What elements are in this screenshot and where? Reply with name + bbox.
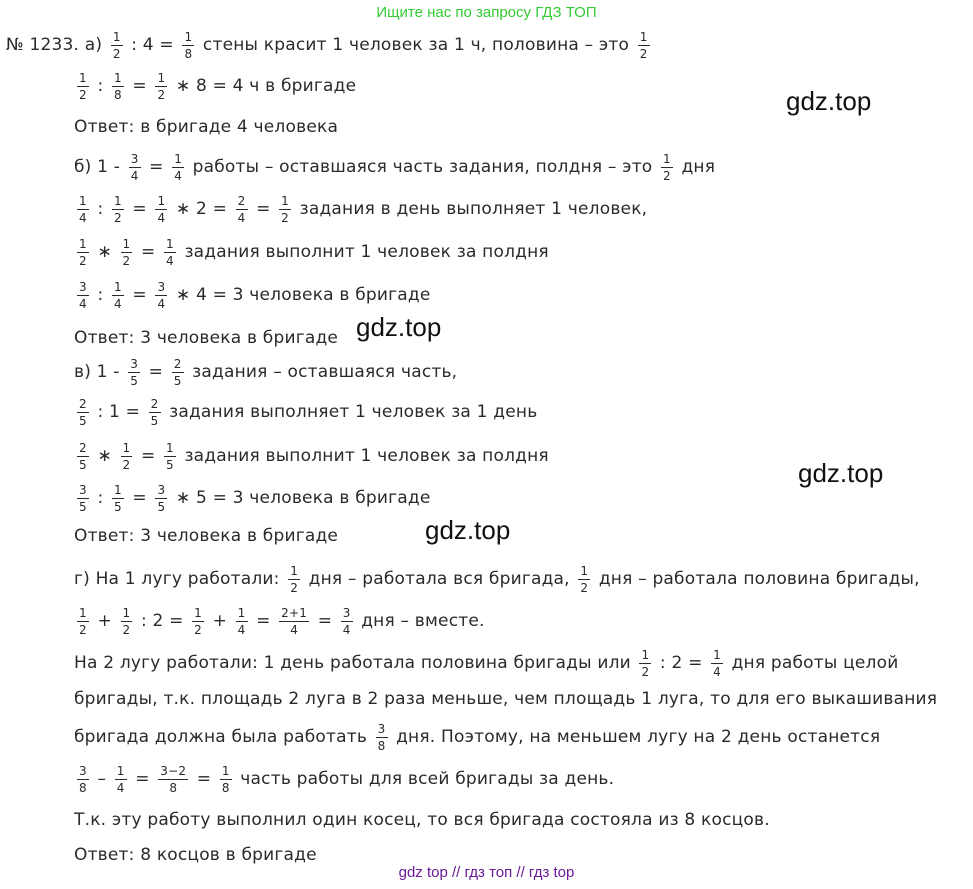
fraction-denominator: 2 bbox=[79, 622, 87, 637]
fraction-denominator: 4 bbox=[290, 622, 299, 637]
text-run: ∗ bbox=[91, 446, 118, 466]
fraction-denominator: 8 bbox=[113, 87, 122, 102]
fraction-denominator: 4 bbox=[157, 296, 166, 311]
fraction bbox=[129, 153, 141, 182]
text-run: стены красит 1 человек за 1 ч, половина – это bbox=[197, 35, 635, 55]
text-run: ∗ 5 = 3 человека в бригаде bbox=[170, 488, 431, 508]
fraction-numerator: 1 bbox=[116, 763, 125, 778]
fraction-numerator: 1 bbox=[184, 29, 193, 44]
fraction-denominator: 5 bbox=[130, 373, 139, 388]
fraction-numerator: 2 bbox=[173, 356, 182, 371]
text-run: № 1233. а) bbox=[6, 35, 108, 55]
text-run: : 2 = bbox=[135, 611, 190, 631]
text-line bbox=[74, 717, 880, 757]
text-line bbox=[74, 232, 549, 272]
fraction bbox=[164, 238, 176, 267]
text-run: в) 1 - bbox=[74, 362, 126, 382]
fraction-numerator: 2 bbox=[79, 440, 87, 455]
text-run: + bbox=[91, 611, 118, 631]
text-line bbox=[74, 147, 715, 187]
text-run: : 1 = bbox=[91, 402, 146, 422]
fraction bbox=[77, 72, 89, 101]
text-run: : bbox=[91, 285, 109, 305]
fraction bbox=[236, 607, 248, 636]
fraction-denominator: 2 bbox=[113, 210, 122, 225]
fraction-numerator: 3 bbox=[130, 356, 139, 371]
text-run: дня – вместе. bbox=[355, 611, 485, 631]
text-line bbox=[74, 352, 457, 392]
fraction bbox=[77, 281, 89, 310]
fraction-numerator: 1 bbox=[166, 236, 174, 251]
fraction bbox=[288, 565, 300, 594]
fraction bbox=[711, 649, 723, 678]
fraction bbox=[77, 442, 89, 471]
fraction-numerator: 1 bbox=[157, 70, 166, 85]
text-run: ∗ 4 = 3 человека в бригаде bbox=[170, 285, 431, 305]
text-run: = bbox=[126, 285, 153, 305]
text-line bbox=[74, 478, 431, 518]
fraction-denominator: 2 bbox=[122, 622, 131, 637]
text-run: : bbox=[91, 199, 109, 219]
fraction-denominator: 4 bbox=[157, 210, 166, 225]
fraction bbox=[158, 765, 188, 794]
text-run: = bbox=[135, 242, 161, 262]
fraction-numerator: 1 bbox=[113, 70, 122, 85]
fraction-numerator: 2 bbox=[79, 396, 87, 411]
fraction bbox=[182, 31, 194, 60]
fraction-numerator: 1 bbox=[580, 563, 589, 578]
text-line bbox=[74, 516, 338, 556]
fraction-numerator: 3−2 bbox=[160, 763, 187, 778]
fraction-numerator: 3 bbox=[157, 482, 166, 497]
fraction-denominator: 5 bbox=[79, 499, 87, 514]
text-run: : bbox=[91, 488, 109, 508]
text-run: дня работы целой bbox=[725, 653, 899, 673]
text-line bbox=[74, 392, 537, 432]
fraction bbox=[112, 195, 124, 224]
text-run: На 2 лугу работали: 1 день работала половина бригады или bbox=[74, 653, 637, 673]
text-run: Ответ: 8 косцов в бригаде bbox=[74, 845, 317, 865]
text-run: = bbox=[126, 199, 153, 219]
text-run: Ответ: 3 человека в бригаде bbox=[74, 526, 339, 546]
fraction-denominator: 2 bbox=[157, 87, 166, 102]
fraction bbox=[155, 484, 167, 513]
text-run: бригада должна была работать bbox=[74, 727, 373, 747]
fraction-denominator: 4 bbox=[79, 296, 87, 311]
fraction bbox=[149, 398, 161, 427]
fraction bbox=[121, 607, 133, 636]
text-line bbox=[74, 679, 937, 719]
fraction-numerator: 1 bbox=[113, 193, 122, 208]
text-run: : 4 = bbox=[125, 35, 180, 55]
fraction bbox=[112, 72, 124, 101]
fraction-denominator: 4 bbox=[342, 622, 351, 637]
text-run: дня – работала половина бригады, bbox=[593, 569, 920, 589]
fraction-numerator: 1 bbox=[221, 763, 230, 778]
text-run: = bbox=[250, 199, 277, 219]
text-run: = bbox=[143, 362, 169, 382]
fraction-numerator: 1 bbox=[112, 29, 121, 44]
fraction-denominator: 4 bbox=[116, 780, 125, 795]
fraction-denominator: 5 bbox=[79, 413, 87, 428]
fraction-denominator: 4 bbox=[174, 168, 183, 183]
text-run: = bbox=[126, 76, 153, 96]
text-run: Т.к. эту работу выполнил один косец, то вся бригада состояла из 8 косцов. bbox=[74, 810, 770, 830]
fraction-denominator: 5 bbox=[150, 413, 159, 428]
fraction-denominator: 2 bbox=[580, 580, 589, 595]
fraction bbox=[77, 607, 89, 636]
fraction bbox=[661, 153, 673, 182]
fraction bbox=[115, 765, 127, 794]
fraction-denominator: 2 bbox=[79, 87, 87, 102]
fraction-numerator: 1 bbox=[663, 151, 671, 166]
fraction-numerator: 1 bbox=[290, 563, 299, 578]
fraction-numerator: 1 bbox=[157, 193, 166, 208]
fraction bbox=[77, 238, 89, 267]
fraction-numerator: 2 bbox=[150, 396, 159, 411]
text-run: б) 1 - bbox=[74, 157, 126, 177]
fraction bbox=[77, 765, 89, 794]
fraction-denominator: 2 bbox=[122, 253, 131, 268]
search-banner: Ищите нас по запросу ГДЗ ТОП bbox=[376, 4, 597, 21]
fraction-numerator: 2 bbox=[237, 193, 246, 208]
text-run: + bbox=[207, 611, 233, 631]
text-run: дня bbox=[675, 157, 716, 177]
fraction-denominator: 2 bbox=[641, 664, 650, 679]
fraction-denominator: 2 bbox=[281, 210, 289, 225]
fraction-numerator: 1 bbox=[237, 605, 246, 620]
text-line bbox=[74, 275, 431, 315]
text-line bbox=[74, 66, 356, 106]
text-run: задания выполнит 1 человек за полдня bbox=[178, 446, 549, 466]
text-run: = bbox=[135, 446, 161, 466]
fraction-numerator: 1 bbox=[79, 605, 87, 620]
fraction-numerator: 1 bbox=[194, 605, 202, 620]
fraction-numerator: 3 bbox=[157, 279, 166, 294]
fraction bbox=[155, 195, 167, 224]
fraction-numerator: 1 bbox=[281, 193, 289, 208]
fraction-denominator: 5 bbox=[173, 373, 182, 388]
text-run: Ответ: 3 человека в бригаде bbox=[74, 328, 339, 348]
text-line bbox=[74, 436, 549, 476]
fraction bbox=[77, 195, 89, 224]
fraction bbox=[164, 442, 176, 471]
text-run: = bbox=[250, 611, 277, 631]
fraction-denominator: 5 bbox=[157, 499, 166, 514]
fraction-denominator: 5 bbox=[79, 457, 87, 472]
text-run: ∗ bbox=[91, 242, 118, 262]
fraction bbox=[155, 72, 167, 101]
text-run: ∗ 8 = 4 ч в бригаде bbox=[170, 76, 357, 96]
fraction-numerator: 1 bbox=[166, 440, 174, 455]
text-run: ∗ 2 = bbox=[170, 199, 233, 219]
fraction bbox=[112, 281, 124, 310]
fraction bbox=[279, 195, 291, 224]
fraction bbox=[376, 723, 388, 752]
fraction-numerator: 1 bbox=[122, 440, 131, 455]
footer-links: gdz top // гдз топ // гдз top bbox=[398, 864, 575, 881]
watermark: gdz.top bbox=[786, 86, 872, 116]
fraction-numerator: 3 bbox=[79, 763, 87, 778]
fraction-denominator: 8 bbox=[79, 780, 87, 795]
fraction-denominator: 8 bbox=[221, 780, 230, 795]
fraction-denominator: 2 bbox=[290, 580, 299, 595]
fraction-numerator: 3 bbox=[79, 482, 87, 497]
text-line bbox=[6, 25, 653, 65]
fraction bbox=[341, 607, 353, 636]
fraction bbox=[112, 484, 124, 513]
fraction-denominator: 8 bbox=[169, 780, 178, 795]
fraction bbox=[279, 607, 309, 636]
text-run: = bbox=[191, 769, 217, 789]
watermark: gdz.top bbox=[356, 312, 442, 342]
fraction bbox=[192, 607, 204, 636]
fraction bbox=[172, 153, 184, 182]
text-line bbox=[74, 559, 920, 599]
fraction bbox=[578, 565, 590, 594]
fraction bbox=[639, 649, 651, 678]
fraction-numerator: 1 bbox=[113, 482, 122, 497]
fraction-numerator: 3 bbox=[377, 721, 386, 736]
fraction-numerator: 1 bbox=[79, 70, 87, 85]
text-run: г) На 1 лугу работали: bbox=[74, 569, 286, 589]
fraction-numerator: 1 bbox=[113, 279, 122, 294]
fraction bbox=[77, 484, 89, 513]
fraction bbox=[172, 358, 184, 387]
fraction bbox=[236, 195, 248, 224]
fraction-numerator: 1 bbox=[174, 151, 183, 166]
fraction-denominator: 2 bbox=[663, 168, 671, 183]
fraction bbox=[121, 238, 133, 267]
text-run: задания – оставшаяся часть, bbox=[186, 362, 458, 382]
fraction-denominator: 2 bbox=[194, 622, 202, 637]
watermark: gdz.top bbox=[425, 515, 511, 545]
fraction-numerator: 1 bbox=[122, 605, 131, 620]
text-run: Ответ: в бригаде 4 человека bbox=[74, 117, 339, 137]
fraction-denominator: 4 bbox=[130, 168, 139, 183]
fraction bbox=[111, 31, 123, 60]
text-run: = bbox=[129, 769, 156, 789]
fraction-denominator: 5 bbox=[166, 457, 174, 472]
fraction-denominator: 2 bbox=[639, 46, 648, 61]
fraction-numerator: 1 bbox=[713, 647, 721, 662]
text-run: дня. Поэтому, на меньшем лугу на 2 день останется bbox=[390, 727, 881, 747]
fraction-numerator: 1 bbox=[79, 236, 87, 251]
fraction-numerator: 1 bbox=[641, 647, 650, 662]
text-run: = bbox=[143, 157, 170, 177]
fraction-numerator: 3 bbox=[342, 605, 351, 620]
text-run: бригады, т.к. площадь 2 луга в 2 раза меньше, чем площадь 1 луга, то для его выкашивания bbox=[74, 689, 938, 709]
fraction-numerator: 3 bbox=[130, 151, 139, 166]
fraction bbox=[220, 765, 232, 794]
fraction-numerator: 3 bbox=[79, 279, 87, 294]
fraction-denominator: 8 bbox=[184, 46, 193, 61]
text-run: дня – работала вся бригада, bbox=[303, 569, 576, 589]
fraction-denominator: 4 bbox=[237, 622, 246, 637]
text-line bbox=[74, 107, 338, 147]
text-line bbox=[74, 800, 770, 840]
fraction-denominator: 4 bbox=[113, 296, 122, 311]
text-run: задания выполняет 1 человек за 1 день bbox=[163, 402, 538, 422]
text-run: часть работы для всей бригады за день. bbox=[234, 769, 615, 789]
fraction-denominator: 4 bbox=[166, 253, 174, 268]
fraction bbox=[77, 398, 89, 427]
watermark: gdz.top bbox=[798, 458, 884, 488]
fraction-denominator: 8 bbox=[377, 738, 386, 753]
text-run: = bbox=[312, 611, 338, 631]
fraction-numerator: 1 bbox=[639, 29, 648, 44]
fraction-denominator: 4 bbox=[713, 664, 721, 679]
fraction bbox=[638, 31, 650, 60]
fraction-denominator: 5 bbox=[113, 499, 122, 514]
text-line bbox=[74, 759, 614, 799]
fraction-numerator: 1 bbox=[79, 193, 87, 208]
fraction-denominator: 4 bbox=[237, 210, 246, 225]
text-run: = bbox=[126, 488, 153, 508]
text-run: задания выполнит 1 человек за полдня bbox=[178, 242, 549, 262]
text-run: задания в день выполняет 1 человек, bbox=[294, 199, 648, 219]
text-run: : 2 = bbox=[654, 653, 709, 673]
fraction bbox=[128, 358, 140, 387]
fraction-denominator: 4 bbox=[79, 210, 87, 225]
text-line bbox=[74, 643, 898, 683]
fraction bbox=[121, 442, 133, 471]
text-run: работы – оставшаяся часть задания, полдня – это bbox=[187, 157, 659, 177]
text-line bbox=[74, 189, 647, 229]
fraction bbox=[155, 281, 167, 310]
fraction-denominator: 2 bbox=[112, 46, 121, 61]
fraction-numerator: 1 bbox=[122, 236, 131, 251]
fraction-denominator: 2 bbox=[122, 457, 131, 472]
fraction-denominator: 2 bbox=[79, 253, 87, 268]
fraction-numerator: 2+1 bbox=[281, 605, 308, 620]
text-line bbox=[74, 601, 485, 641]
text-run: : bbox=[91, 76, 109, 96]
text-run: – bbox=[91, 769, 112, 789]
